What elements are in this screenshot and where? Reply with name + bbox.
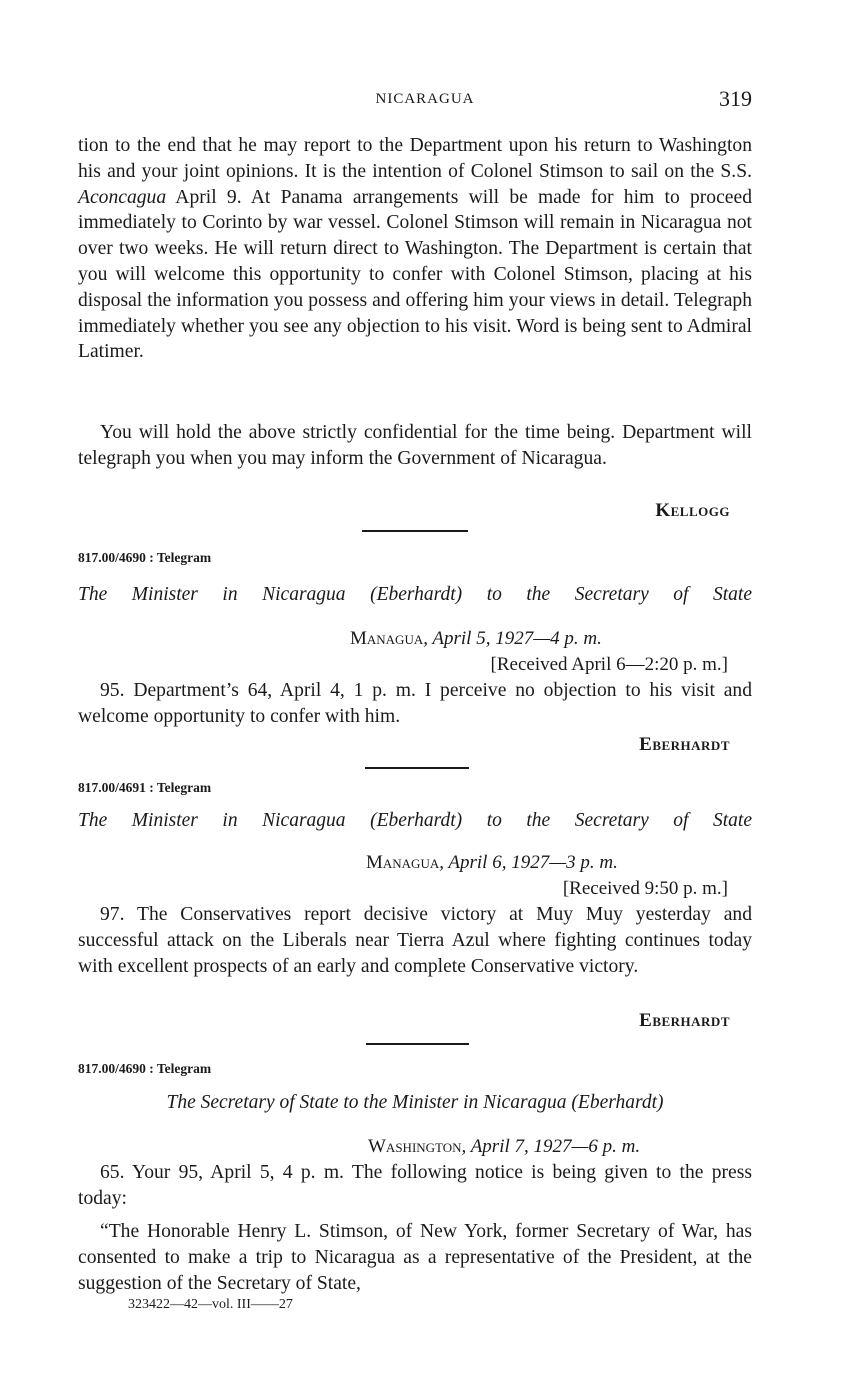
- continuation-paragraph: tion to the end that he may report to the Department upon his return to Washington his and your joint opinions. It is the intention of Colonel Stimson to sail on the S.S. Aconcagua April 9. At Panama arrangements will be made for him to proceed immediately to Corinto by war vessel. Colonel Stimson will remain in Nicaragua not over two weeks. He will return direct to Washington. The Department is certain that you will welcome this opportunity to confer with Colonel Stimson, placing at his disposal the information you possess and offering him your views in detail. Telegraph immediately whether you see any objection to his visit. Word is being sent to Admiral Latimer.: [78, 135, 752, 363]
- printer-line: 323422—42—vol. III——27: [128, 1297, 293, 1312]
- running-head: NICARAGUA: [375, 91, 475, 107]
- page-number: 319: [719, 86, 752, 111]
- press-notice-quote: “The Honorable Henry L. Stimson, of New York, former Secretary of War, has consented to make a trip to Nicaragua as a representative of the President, at the suggestion of the Secretary of State,: [78, 1221, 752, 1294]
- received-line: [Received April 6—2:20 p. m.]: [490, 654, 728, 675]
- file-number: 817.00/4690 : Telegram: [78, 1061, 212, 1076]
- file-number: 817.00/4690 : Telegram: [78, 550, 212, 565]
- signature-eberhardt: Eberhardt: [639, 734, 730, 755]
- document-heading: The Secretary of State to the Minister in Nicaragua (Eberhardt): [166, 1092, 664, 1113]
- document-heading: The Minister in Nicaragua (Eberhardt) to the Secretary of State: [78, 584, 752, 605]
- telegram-body: 97. The Conservatives report decisive victory at Muy Muy yesterday and successful attack on the Liberals near Tierra Azul where fighting continues today with excellent prospects of an early and complete Conservative victory.: [78, 904, 752, 977]
- telegram-body: 95. Department’s 64, April 4, 1 p. m. I perceive no objection to his visit and welcome opportunity to confer with him.: [78, 680, 752, 727]
- ship-name: Aconcagua: [78, 186, 167, 208]
- section-divider: [362, 530, 468, 532]
- signature-kellogg: Kellogg: [655, 500, 730, 521]
- signature-eberhardt: Eberhardt: [639, 1010, 730, 1031]
- document-heading: The Minister in Nicaragua (Eberhardt) to the Secretary of State: [78, 810, 752, 831]
- section-divider: [366, 1043, 469, 1045]
- section-divider: [365, 767, 469, 769]
- dateline: Managua, April 6, 1927—3 p. m.: [366, 852, 618, 873]
- dateline: Washington, April 7, 1927—6 p. m.: [368, 1136, 641, 1157]
- dateline: Managua, April 5, 1927—4 p. m.: [350, 628, 602, 649]
- telegram-body: 65. Your 95, April 5, 4 p. m. The following notice is being given to the press today:: [78, 1162, 752, 1209]
- file-number: 817.00/4691 : Telegram: [78, 780, 212, 795]
- received-line: [Received 9:50 p. m.]: [562, 878, 728, 899]
- confidential-paragraph: You will hold the above strictly confidential for the time being. Department will telegraph you when you may inform the Government of Nicaragua.: [78, 422, 752, 469]
